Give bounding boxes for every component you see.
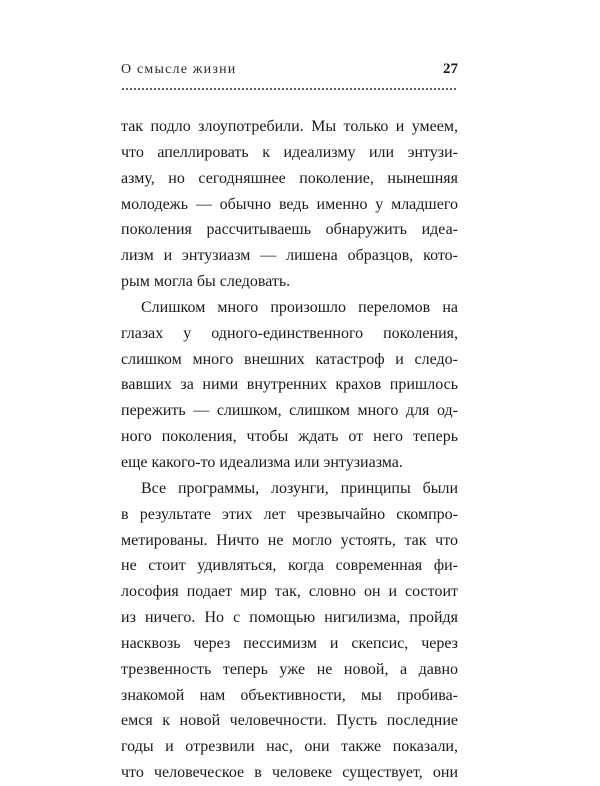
text-line: в результате этих лет чрезвычайно скомпро- bbox=[121, 505, 458, 523]
text-line: еще какого-то идеализма или энтузиазма. bbox=[121, 453, 403, 471]
text-line: трезвенность теперь уже не новой, а давно bbox=[121, 660, 458, 678]
text-line: Все программы, лозунги, принципы были bbox=[141, 479, 458, 497]
text-line: рым могла бы следовать. bbox=[121, 273, 291, 291]
text-line: метированы. Ничто не могло устоять, так что bbox=[121, 531, 458, 549]
text-line: из ничего. Но с помощью нигилизма, пройдя bbox=[121, 609, 458, 627]
running-title: О смысле жизни bbox=[121, 62, 237, 77]
body-text bbox=[121, 114, 458, 786]
running-head bbox=[121, 62, 458, 82]
text-line: так подло злоупотребили. Мы только и умеем, bbox=[121, 118, 458, 135]
text-line: молодежь — обычно ведь именно у младшего bbox=[121, 195, 458, 213]
text-line: насквозь через пессимизм и скепсис, через bbox=[121, 634, 458, 652]
text-line: пережить — слишком, слишком много для од- bbox=[121, 402, 458, 420]
text-line: что человеческое в человеке существует, они bbox=[121, 764, 458, 782]
text-line: слишком много внешних катастроф и следо- bbox=[121, 350, 458, 368]
text-line: что апеллировать к идеализму или энтузи- bbox=[121, 143, 458, 161]
text-line: годы и отрезвили нас, они также показали, bbox=[121, 738, 458, 756]
text-line: вавших за ними внутренних крахов пришлось bbox=[121, 376, 458, 394]
text-line: азму, но сегодняшнее поколение, нынешняя bbox=[121, 169, 458, 187]
text-line: знакомой нам объективности, мы пробива- bbox=[121, 686, 458, 704]
text-line: лософия подает мир так, словно он и состоит bbox=[121, 583, 458, 601]
page-number: 27 bbox=[443, 61, 458, 77]
text-line: ного поколения, чтобы ждать от него теперь bbox=[121, 428, 458, 446]
text-line: лизм и энтузиазм — лишена образцов, кото- bbox=[121, 247, 458, 265]
dotted-separator bbox=[121, 88, 458, 90]
text-line: глазах у одного-единственного поколения, bbox=[121, 324, 458, 342]
text-line: не стоит удивляться, когда современная фи- bbox=[121, 557, 458, 575]
text-line: Слишком много произошло переломов на bbox=[141, 298, 458, 316]
text-line: поколения рассчитываешь обнаружить идеа- bbox=[121, 221, 458, 239]
text-line: емся к новой человечности. Пусть последние bbox=[121, 712, 458, 730]
